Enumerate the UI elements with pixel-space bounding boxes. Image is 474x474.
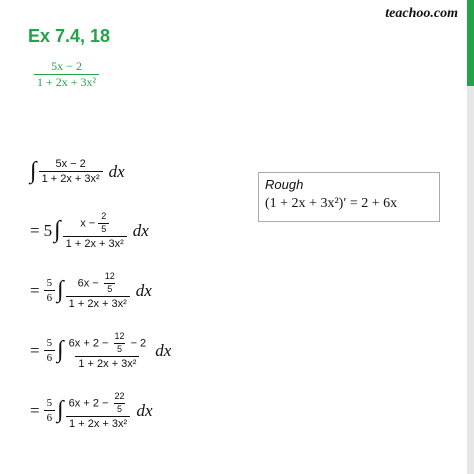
step-3: [30, 272, 152, 310]
step-1-dx: dx: [108, 161, 125, 181]
step-1-numerator: 5x − 2: [55, 158, 86, 170]
step-4-denominator: 1 + 2x + 3x²: [75, 356, 139, 370]
rough-work-box: [258, 172, 440, 222]
step-2-denominator: 1 + 2x + 3x²: [63, 236, 127, 250]
step-2-numerator: [77, 212, 112, 236]
step-3-numerator-term: 6x −: [77, 277, 99, 290]
equals-sign: =: [30, 220, 40, 240]
step-5-inner-den: 5: [114, 403, 125, 415]
step-1: [30, 158, 125, 185]
step-3-coefficient: [44, 277, 56, 304]
step-3-dx: dx: [135, 280, 152, 300]
step-4: [30, 332, 171, 370]
equals-sign: =: [30, 400, 40, 420]
step-5-numerator: [66, 392, 131, 416]
step-5-dx: dx: [136, 400, 153, 420]
equals-sign: =: [30, 280, 40, 300]
step-1-denominator: 1 + 2x + 3x²: [39, 171, 103, 185]
equals-sign: =: [30, 340, 40, 360]
step-3-numerator: [75, 272, 121, 296]
step-3-inner-num: 12: [104, 271, 115, 281]
exercise-title: Ex 7.4, 18: [28, 26, 111, 46]
step-4-numerator-tail: − 2: [130, 337, 147, 350]
step-2-inner-den: 5: [98, 223, 109, 235]
step-2-numerator-term: x −: [80, 217, 96, 230]
rough-title: Rough: [265, 177, 304, 192]
step-5-inner-num: 22: [114, 391, 125, 401]
step-4-numerator: [66, 332, 150, 356]
coef-num: 5: [46, 277, 53, 290]
coef-num: 5: [46, 337, 53, 350]
step-4-numerator-term: 6x + 2 −: [68, 337, 109, 350]
question-expression: [34, 60, 99, 89]
integral-sign: ∫: [57, 397, 64, 424]
step-5-numerator-term: 6x + 2 −: [68, 397, 109, 410]
rough-expression: (1 + 2x + 3x²)′ = 2 + 6x: [265, 196, 398, 211]
step-4-dx: dx: [155, 340, 172, 360]
question-numerator: 5x − 2: [51, 59, 82, 73]
step-4-coefficient: [44, 337, 56, 364]
step-3-inner-den: 5: [104, 283, 115, 295]
step-2-dx: dx: [132, 220, 149, 240]
step-4-inner-num: 12: [114, 331, 125, 341]
coef-num: 5: [46, 397, 53, 410]
coef-den: 6: [44, 290, 56, 304]
integral-sign: ∫: [54, 217, 61, 244]
step-2: [30, 212, 149, 250]
question-denominator: 1 + 2x + 3x²: [34, 74, 99, 89]
step-4-inner-den: 5: [114, 343, 125, 355]
step-5-denominator: 1 + 2x + 3x²: [66, 416, 130, 430]
brand-logo: teachoo.com: [385, 6, 458, 21]
right-sidebar-accent: [467, 0, 474, 86]
step-5-coefficient: [44, 397, 56, 424]
coef-den: 6: [44, 410, 56, 424]
step-5: [30, 392, 153, 430]
step-2-coefficient: 5: [43, 220, 53, 240]
integral-sign: ∫: [30, 158, 37, 185]
coef-den: 6: [44, 350, 56, 364]
step-3-denominator: 1 + 2x + 3x²: [66, 296, 130, 310]
integral-sign: ∫: [57, 337, 64, 364]
step-2-inner-num: 2: [101, 211, 107, 221]
integral-sign: ∫: [57, 277, 64, 304]
